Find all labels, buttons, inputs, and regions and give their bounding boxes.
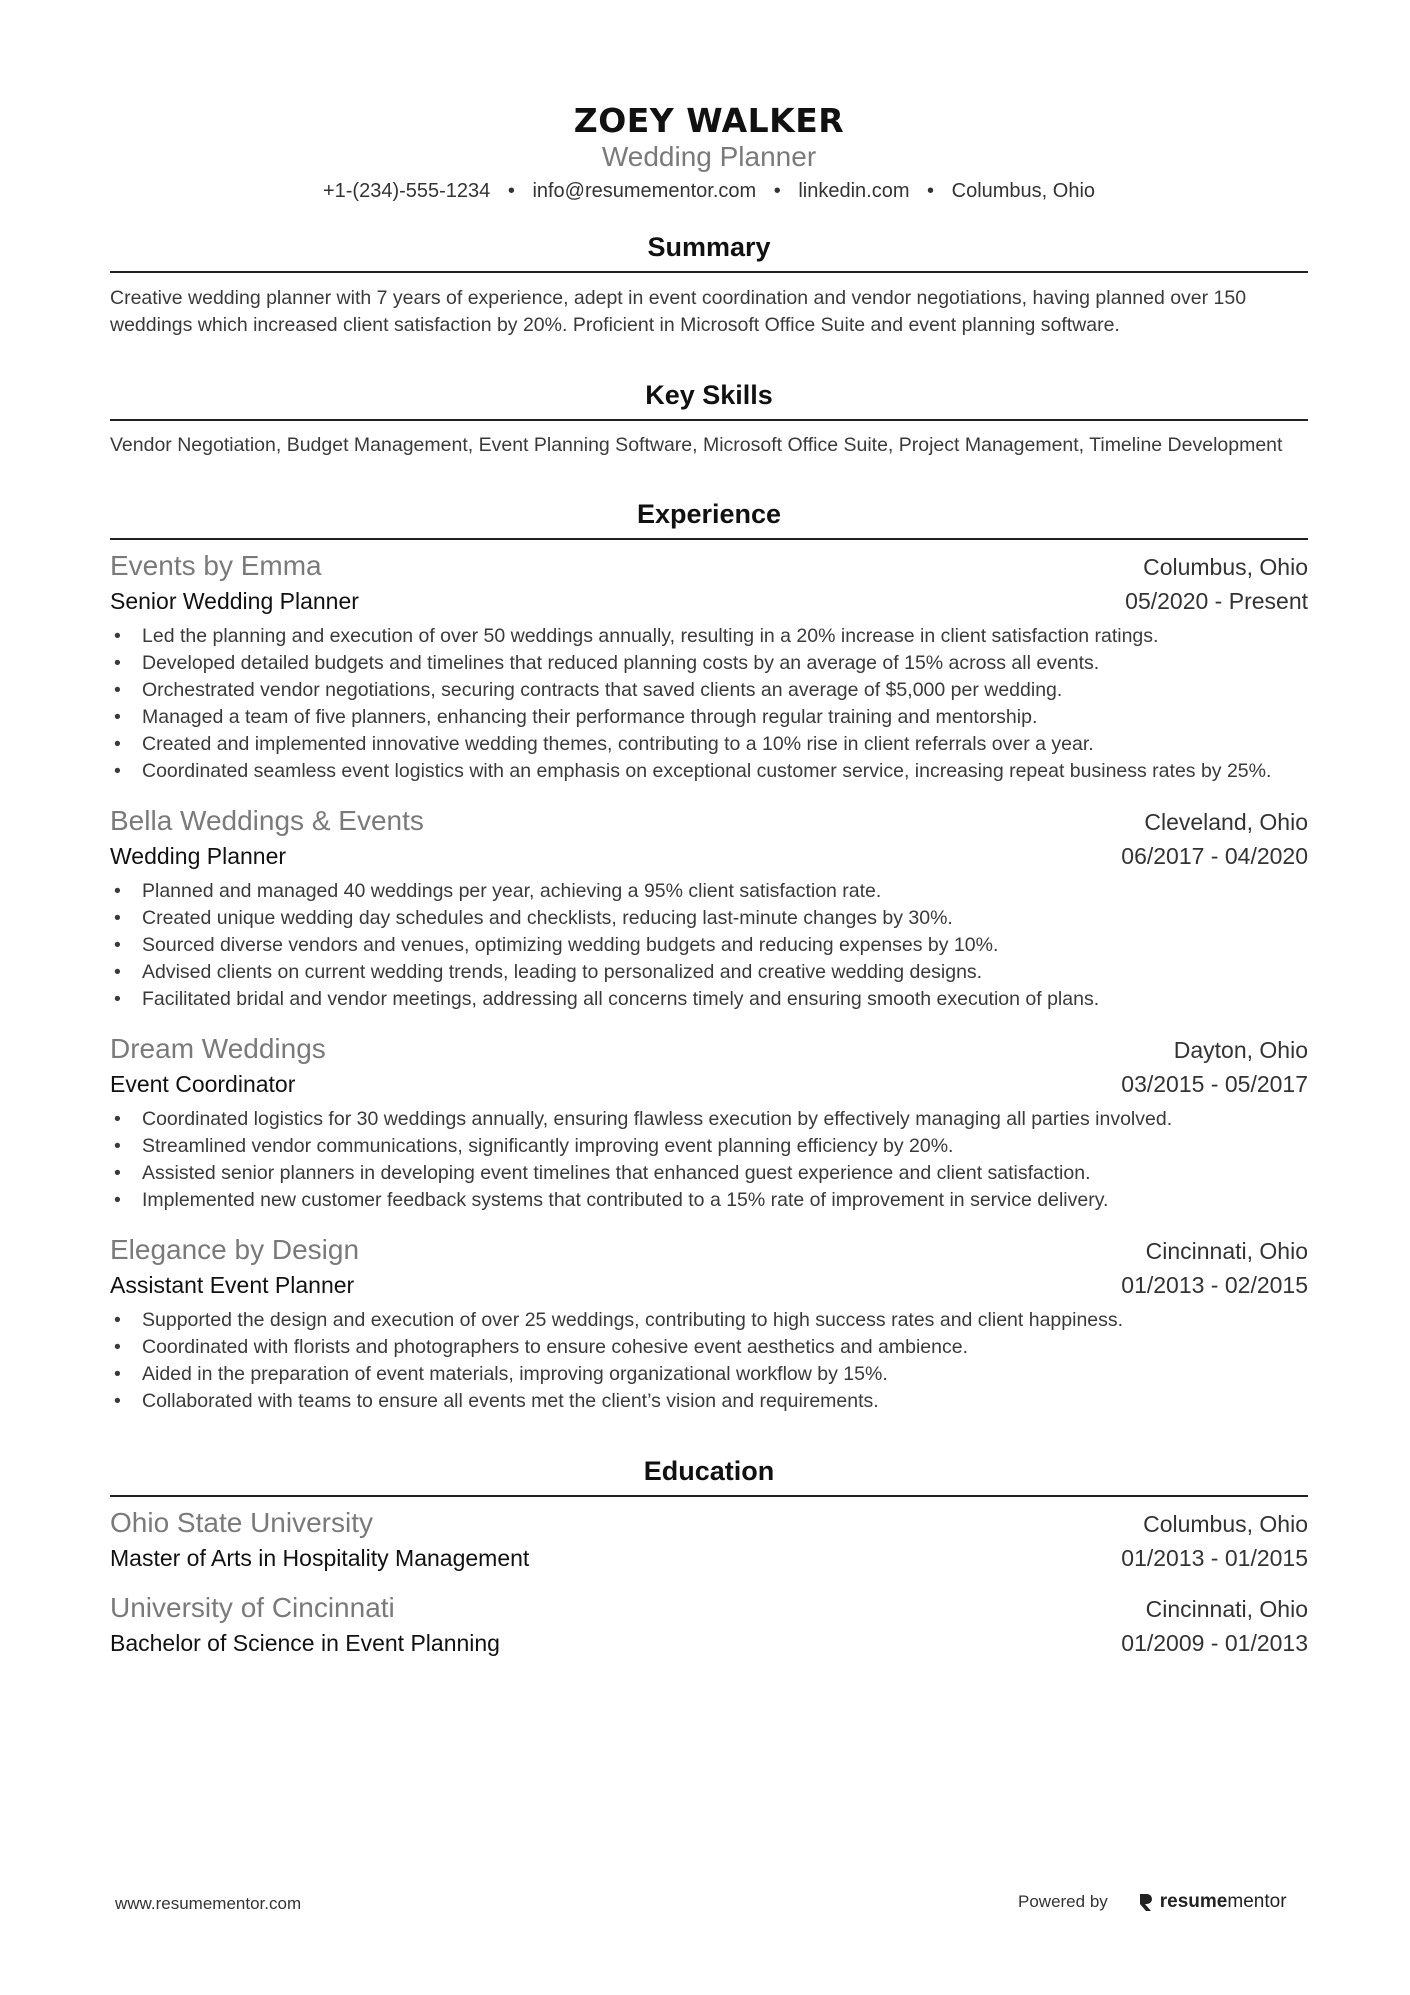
job-title: Wedding Planner (110, 843, 287, 869)
section-divider (110, 271, 1308, 273)
school-location: Columbus, Ohio (1143, 1511, 1308, 1537)
footer-website-link[interactable]: www.resumementor.com (115, 1894, 302, 1913)
school-location: Cincinnati, Ohio (1145, 1596, 1308, 1622)
summary-text: Creative wedding planner with 7 years of experience, adept in event coordination and vendor negotiations, having planned over 150 weddings which increased client satisfaction by 20%. Proficient in Microsoft Office Suite and event planning software. (110, 287, 1247, 336)
section-heading-summary: Summary (647, 232, 771, 262)
job-company: Dream Weddings (110, 1033, 326, 1064)
section-divider (110, 538, 1308, 540)
job-location: Cincinnati, Ohio (1145, 1238, 1308, 1264)
job-dates: 06/2017 - 04/2020 (1121, 843, 1308, 869)
list-item: • Created and implemented innovative wedding themes, contributing to a 10% rise in client referrals over a year. (110, 731, 1308, 758)
list-item: • Coordinated logistics for 30 weddings annually, ensuring flawless execution by effectively managing all parties involved. (110, 1106, 1308, 1133)
list-item: • Created unique wedding day schedules and checklists, reducing last-minute changes by 30%. (110, 905, 1308, 932)
candidate-name: ZOEY WALKER (573, 101, 845, 140)
contact-phone: +1-(234)-555-1234 (322, 180, 491, 202)
list-item: • Developed detailed budgets and timelines that reduced planning costs by an average of 15% across all events. (110, 650, 1308, 677)
job-location: Cleveland, Ohio (1144, 809, 1308, 835)
brand-name-light: mentor (1227, 1891, 1287, 1912)
school-name: University of Cincinnati (110, 1592, 395, 1623)
job-bullets (110, 623, 1308, 785)
job-company: Bella Weddings & Events (110, 805, 424, 836)
education-dates: 01/2009 - 01/2013 (1121, 1630, 1308, 1656)
job-dates: 05/2020 - Present (1125, 588, 1308, 614)
list-item: • Implemented new customer feedback systems that contributed to a 15% rate of improvement in service delivery. (110, 1187, 1308, 1214)
job-company: Elegance by Design (110, 1234, 360, 1265)
job-title: Senior Wedding Planner (110, 588, 359, 614)
section-divider (110, 1495, 1308, 1497)
job-title: Assistant Event Planner (110, 1272, 355, 1298)
job-company: Events by Emma (110, 550, 322, 581)
list-item: • Supported the design and execution of over 25 weddings, contributing to high success rates and client happiness. (110, 1307, 1308, 1334)
experience-section (110, 496, 1308, 1415)
section-divider (110, 419, 1308, 421)
bullet-separator-icon: • (927, 180, 935, 202)
list-item: • Managed a team of five planners, enhancing their performance through regular training and mentorship. (110, 704, 1308, 731)
list-item: • Led the planning and execution of over 50 weddings annually, resulting in a 20% increase in client satisfaction ratings. (110, 623, 1308, 650)
job-bullets (110, 1106, 1308, 1214)
powered-by-label: Powered by (1018, 1892, 1108, 1911)
job-bullets (110, 1307, 1308, 1415)
resumementor-logo[interactable] (1138, 1891, 1287, 1913)
list-item: • Aided in the preparation of event materials, improving organizational workflow by 15%. (110, 1361, 1308, 1388)
list-item: • Assisted senior planners in developing event timelines that enhanced guest experience and client satisfaction. (110, 1160, 1308, 1187)
list-item: • Streamlined vendor communications, significantly improving event planning efficiency by 20%. (110, 1133, 1308, 1160)
job-entry (110, 1031, 1308, 1214)
job-location: Columbus, Ohio (1143, 554, 1308, 580)
list-item: • Orchestrated vendor negotiations, securing contracts that saved clients an average of $5,000 per wedding. (110, 677, 1308, 704)
job-entry (110, 548, 1308, 785)
contact-email[interactable]: info@resumementor.com (532, 180, 757, 202)
resume-header (110, 0, 1308, 206)
contact-location: Columbus, Ohio (951, 180, 1096, 202)
education-entry (110, 1505, 1308, 1574)
job-dates: 03/2015 - 05/2017 (1121, 1071, 1308, 1097)
section-heading-skills: Key Skills (645, 380, 773, 410)
brand-name-bold: resume (1159, 1891, 1228, 1912)
list-item: • Coordinated seamless event logistics with an emphasis on exceptional customer service, increasing repeat business rates by 25%. (110, 758, 1308, 785)
list-item: • Facilitated bridal and vendor meetings, addressing all concerns timely and ensuring smooth execution of plans. (110, 986, 1308, 1013)
contact-linkedin[interactable]: linkedin.com (798, 180, 910, 202)
section-heading-education: Education (643, 1456, 775, 1486)
education-entry (110, 1590, 1308, 1659)
job-entry (110, 1232, 1308, 1415)
job-entry (110, 803, 1308, 1013)
job-dates: 01/2013 - 02/2015 (1121, 1272, 1308, 1298)
job-title: Event Coordinator (110, 1071, 296, 1097)
school-name: Ohio State University (110, 1507, 373, 1538)
bullet-separator-icon: • (773, 180, 781, 202)
list-item: • Coordinated with florists and photographers to ensure cohesive event aesthetics and ambience. (110, 1334, 1308, 1361)
education-dates: 01/2013 - 01/2015 (1121, 1545, 1308, 1571)
list-item: • Sourced diverse vendors and venues, optimizing wedding budgets and reducing expenses by 10%. (110, 932, 1308, 959)
skills-section (110, 377, 1308, 458)
resumementor-logo-icon (1138, 1892, 1154, 1912)
bullet-separator-icon: • (507, 180, 515, 202)
list-item: • Planned and managed 40 weddings per year, achieving a 95% client satisfaction rate. (110, 878, 1308, 905)
resume-page (110, 0, 1308, 1659)
footer-branding (1018, 1891, 1287, 1913)
degree: Master of Arts in Hospitality Management (110, 1545, 530, 1571)
section-heading-experience: Experience (636, 499, 782, 529)
summary-section (110, 229, 1308, 339)
contact-line (110, 176, 1308, 206)
job-bullets (110, 878, 1308, 1013)
skills-text: Vendor Negotiation, Budget Management, Event Planning Software, Microsoft Office Suite, Project Management, Timeline Development (110, 434, 1283, 456)
job-location: Dayton, Ohio (1173, 1037, 1308, 1063)
candidate-role: Wedding Planner (601, 141, 817, 172)
list-item: • Advised clients on current wedding trends, leading to personalized and creative wedding designs. (110, 959, 1308, 986)
list-item: • Collaborated with teams to ensure all events met the client’s vision and requirements. (110, 1388, 1308, 1415)
education-section (110, 1453, 1308, 1659)
degree: Bachelor of Science in Event Planning (110, 1630, 500, 1656)
